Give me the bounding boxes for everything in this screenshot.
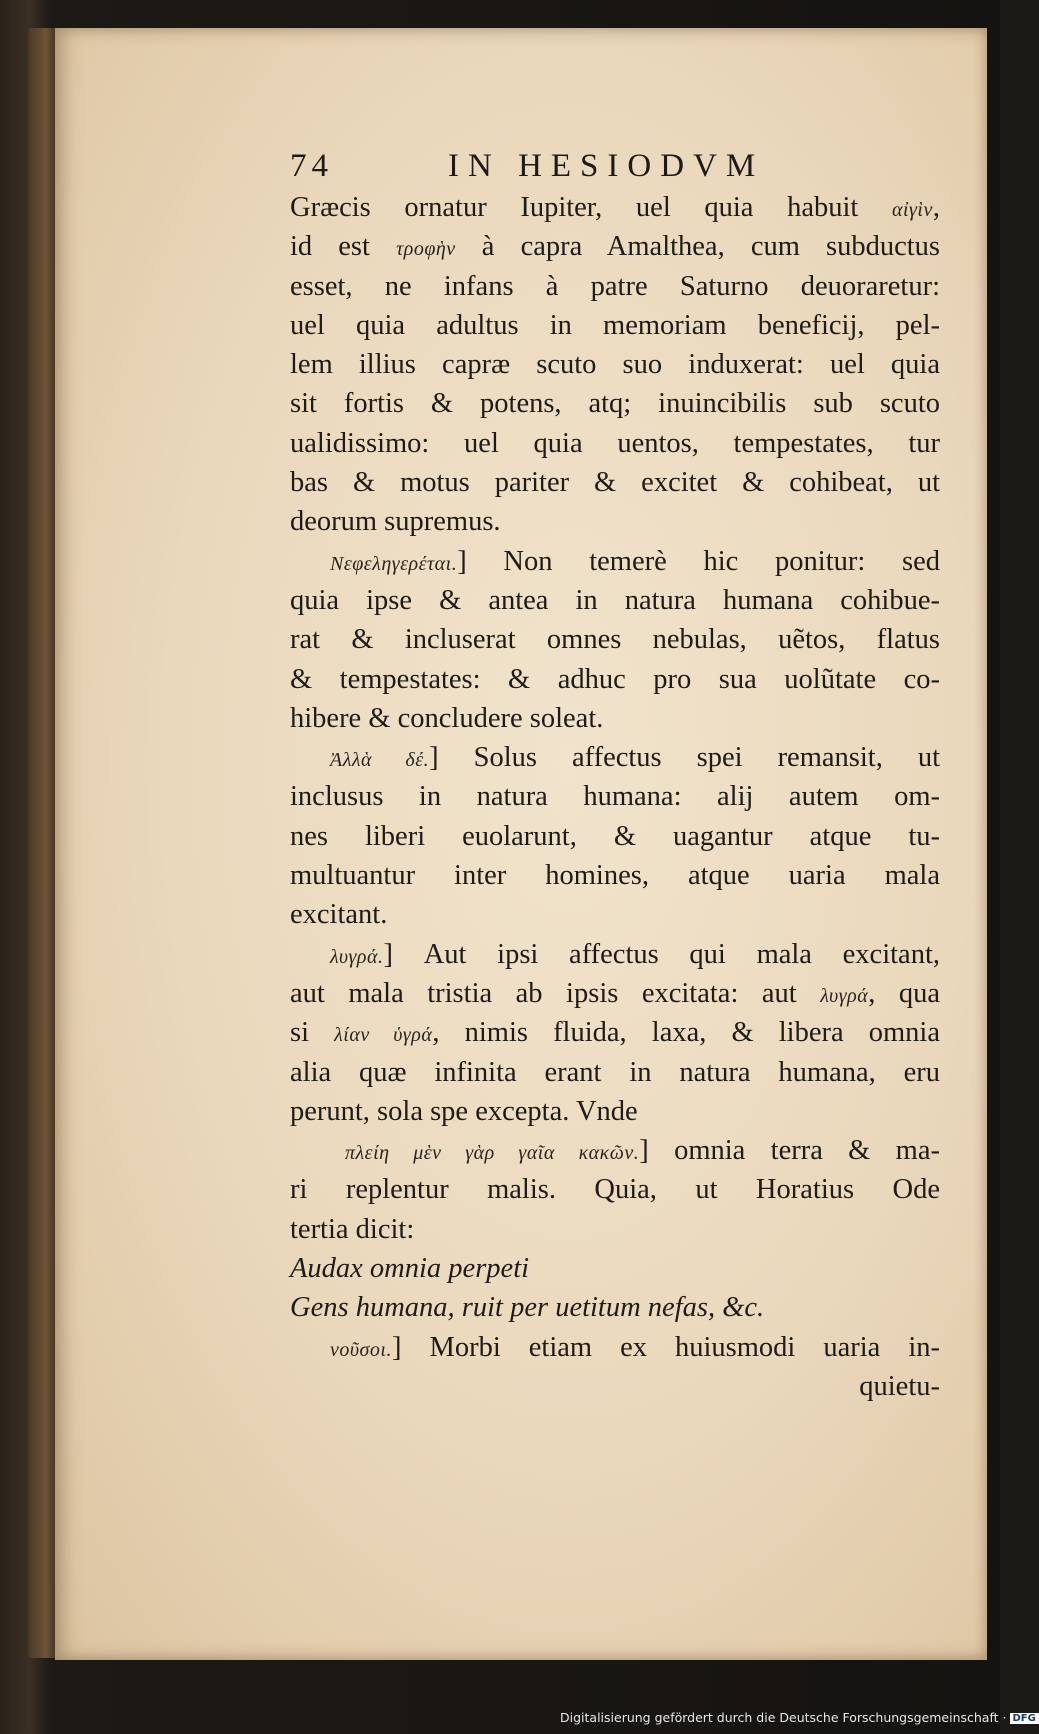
- page-number: 74: [290, 148, 333, 184]
- latin-text: , qua: [868, 977, 940, 1009]
- latin-text: id est: [290, 231, 397, 263]
- latin-text: esset, ne infans à patre Saturno deuoraretur:: [290, 270, 940, 302]
- latin-text: alia quæ infinita erant in natura humana, eru: [290, 1056, 940, 1088]
- greek-lemma: τροφὴν: [396, 238, 456, 261]
- text-line: [290, 895, 940, 934]
- latin-text: nes liberi euolarunt, & uagantur atque tu-: [290, 820, 940, 852]
- latin-text: à capra Amalthea, cum subductus: [455, 231, 941, 263]
- text-line: [290, 227, 940, 266]
- text-line: [290, 1210, 940, 1249]
- text-line: [290, 935, 940, 974]
- text-line: [290, 738, 940, 777]
- text-line: [290, 1249, 940, 1288]
- text-line: [290, 1328, 940, 1367]
- text-line: [290, 345, 940, 384]
- greek-lemma: λυγρά.: [330, 945, 384, 968]
- text-line: [290, 463, 940, 502]
- latin-text: ] omnia terra & ma-: [639, 1135, 940, 1167]
- latin-text: sit fortis & potens, atq; inuincibilis sub scuto: [290, 388, 940, 420]
- greek-lemma: πλείη μὲν γὰρ γαῖα κακῶν.: [345, 1142, 640, 1165]
- latin-text: inclusus in natura humana: alij autem om-: [290, 781, 940, 813]
- latin-text: ualidissimo: uel quia uentos, tempestates, tur: [290, 427, 940, 459]
- credit-text: Digitalisierung gefördert durch die Deutsche Forschungsgemeinschaft ·: [560, 1710, 1007, 1725]
- text-line: [290, 1131, 940, 1170]
- latin-text: perunt, sola spe excepta. Vnde: [290, 1095, 638, 1127]
- latin-text: excitant.: [290, 899, 388, 931]
- text-line: [290, 817, 940, 856]
- latin-text: & tempestates: & adhuc pro sua uolũtate co-: [290, 663, 940, 695]
- latin-text: , nimis fluida, laxa, & libera omnia: [432, 1017, 940, 1049]
- latin-text: aut mala tristia ab ipsis excitata: aut: [290, 977, 821, 1009]
- latin-text: Gens humana, ruit per uetitum nefas, &c.: [290, 1292, 765, 1324]
- text-line: [290, 267, 940, 306]
- latin-text: tertia dicit:: [290, 1213, 415, 1245]
- text-line: [290, 777, 940, 816]
- text-line: [290, 1170, 940, 1209]
- greek-lemma: λίαν ὑγρά: [334, 1024, 433, 1047]
- latin-text: hibere & concludere soleat.: [290, 702, 604, 734]
- running-head: [290, 148, 850, 190]
- text-line: [290, 424, 940, 463]
- text-line: [290, 1013, 940, 1052]
- latin-text: si: [290, 1017, 335, 1049]
- greek-lemma: Νεφεληγερέται.: [330, 552, 458, 575]
- running-title: IN HESIODVM: [448, 148, 765, 184]
- greek-lemma: νοῦσοι.: [330, 1338, 392, 1361]
- latin-text: bas & motus pariter & excitet & cohibeat, ut: [290, 467, 940, 499]
- text-line: [290, 699, 940, 738]
- text-line: [290, 384, 940, 423]
- digitization-credit: [560, 1710, 1036, 1730]
- latin-text: quia ipse & antea in natura humana cohibue-: [290, 584, 940, 616]
- text-line: [290, 1053, 940, 1092]
- latin-text: ] Aut ipsi affectus qui mala excitant,: [383, 938, 940, 970]
- text-line: [290, 856, 940, 895]
- text-line: [290, 188, 940, 227]
- latin-text: uel quia adultus in memoriam beneficij, pel-: [290, 309, 940, 341]
- text-line: [290, 660, 940, 699]
- text-line: [290, 581, 940, 620]
- commentary-text: [290, 188, 940, 1406]
- latin-text: Audax omnia perpeti: [290, 1253, 530, 1285]
- latin-text: multuantur inter homines, atque uaria mala: [290, 860, 940, 892]
- text-line: [290, 306, 940, 345]
- latin-text: rat & incluserat omnes nebulas, uẽtos, flatus: [290, 624, 940, 656]
- greek-lemma: αἰγὶν: [892, 199, 933, 221]
- text-line: [290, 974, 940, 1013]
- greek-lemma: λυγρά: [820, 984, 869, 1007]
- dfg-logo: DFG: [1010, 1713, 1039, 1724]
- book-binding-edge: [28, 28, 58, 1658]
- latin-text: ] Non temerè hic ponitur: sed: [457, 545, 940, 577]
- text-line: [290, 1092, 940, 1131]
- text-line: [290, 1288, 940, 1327]
- latin-text: ] Solus affectus spei remansit, ut: [429, 742, 940, 774]
- latin-text: lem illius capræ scuto suo induxerat: uel quia: [290, 349, 940, 381]
- text-line: [290, 620, 940, 659]
- latin-text: Græcis ornatur Iupiter, uel quia habuit: [290, 192, 892, 223]
- latin-text: ri replentur malis. Quia, ut Horatius Ode: [290, 1174, 940, 1206]
- catchword: [290, 1367, 940, 1406]
- latin-text: deorum supremus.: [290, 506, 501, 538]
- text-line: [290, 542, 940, 581]
- text-line: [290, 502, 940, 541]
- latin-text: ,: [932, 192, 940, 223]
- greek-lemma: Ἀλλὰ δέ.: [330, 749, 430, 772]
- latin-text: ] Morbi etiam ex huiusmodi uaria in-: [391, 1331, 940, 1363]
- latin-text: quietu-: [859, 1370, 940, 1402]
